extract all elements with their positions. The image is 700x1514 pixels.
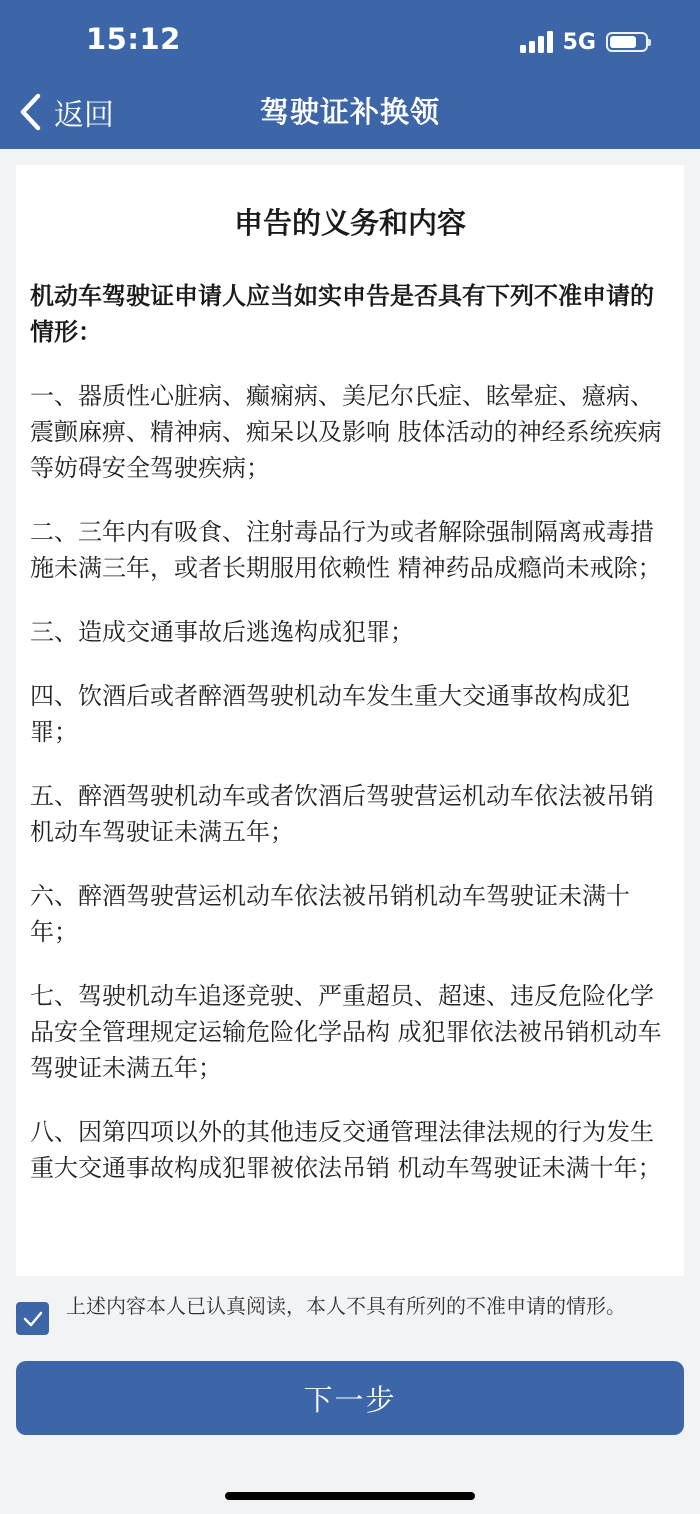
- declaration-item: 五、醉酒驾驶机动车或者饮酒后驾驶营运机动车依法被吊销机动车驾驶证未满五年；: [30, 782, 654, 846]
- home-indicator: [225, 1492, 475, 1500]
- declaration-item: 一、器质性心脏病、癫痫病、美尼尔氏症、眩晕症、癔病、震颤麻痹、精神病、痴呆以及影响 肢体活动的神经系统疾病等妨碍安全驾驶疾病；: [30, 382, 662, 482]
- check-icon: [22, 1310, 44, 1328]
- declaration-item: 二、三年内有吸食、注射毒品行为或者解除强制隔离戒毒措施未满三年，或者长期服用依赖性 精神药品成瘾尚未戒除；: [30, 518, 662, 582]
- agreement-text: 上述内容本人已认真阅读，本人不具有所列的不准申请的情形。: [66, 1294, 626, 1318]
- page-title: 驾驶证补换领: [259, 95, 440, 129]
- declaration-intro: 机动车驾驶证申请人应当如实申告是否具有下列不准申请的情形：: [30, 282, 654, 346]
- declaration-list: [30, 378, 670, 1186]
- signal-icon: [520, 31, 553, 53]
- agreement-row: [16, 1292, 684, 1352]
- declaration-title: 申告的义务和内容: [233, 206, 466, 240]
- status-indicators: [520, 26, 648, 58]
- declaration-item: 七、驾驶机动车追逐竞驶、严重超员、超速、违反危险化学品安全管理规定运输危险化学品构 成犯罪依法被吊销机动车驾驶证未满五年；: [30, 982, 662, 1082]
- agreement-checkbox[interactable]: [16, 1302, 49, 1335]
- next-step-button[interactable]: 下一步: [16, 1361, 684, 1435]
- battery-icon: [606, 32, 648, 52]
- status-time: 15:12: [86, 22, 181, 56]
- declaration-item: 三、造成交通事故后逃逸构成犯罪；: [30, 618, 414, 646]
- declaration-item: 六、醉酒驾驶营运机动车依法被吊销机动车驾驶证未满十年；: [30, 882, 630, 946]
- declaration-item: 八、因第四项以外的其他违反交通管理法律法规的行为发生重大交通事故构成犯罪被依法吊销 机动车驾驶证未满十年；: [30, 1118, 662, 1182]
- declaration-card: [16, 165, 684, 1276]
- declaration-item: 四、饮酒后或者醉酒驾驶机动车发生重大交通事故构成犯罪；: [30, 682, 630, 746]
- back-label: 返回: [54, 98, 114, 133]
- network-type: 5G: [562, 29, 596, 55]
- app-header: [0, 0, 700, 149]
